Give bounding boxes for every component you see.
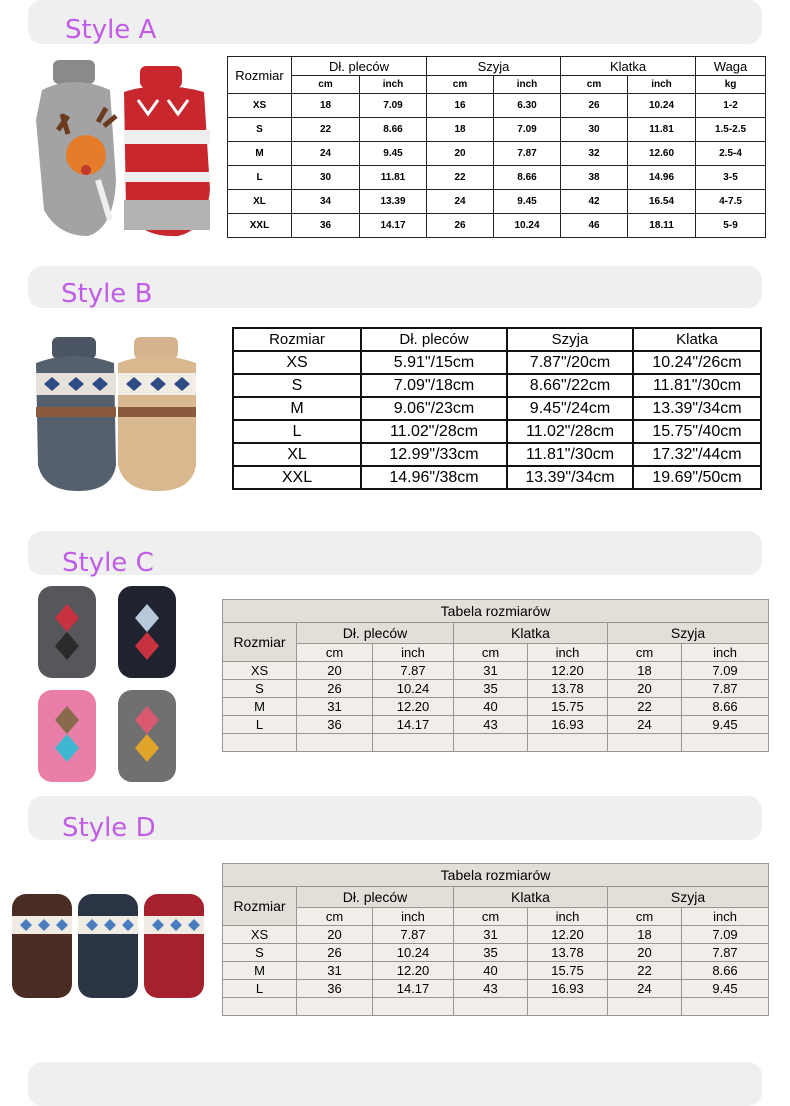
value-cell: 20 [297, 662, 373, 680]
unit-cell: inch [682, 644, 769, 662]
table-row [228, 118, 766, 142]
value-cell: 5.91"/15cm [361, 351, 507, 374]
value-cell: 46 [561, 214, 628, 238]
size-cell: M [228, 142, 292, 166]
value-cell: 13.78 [528, 944, 608, 962]
value-cell: 20 [608, 680, 682, 698]
table-caption: Tabela rozmiarów [223, 600, 769, 623]
style-c-title: Style C [62, 548, 154, 578]
value-cell: 10.24 [373, 680, 454, 698]
value-cell: 14.96 [628, 166, 696, 190]
unit-cell: cm [608, 644, 682, 662]
value-cell: 7.09"/18cm [361, 374, 507, 397]
table-row [233, 443, 761, 466]
value-cell: 11.81 [360, 166, 427, 190]
unit-cell: inch [360, 76, 427, 94]
value-cell: 7.09 [682, 662, 769, 680]
unit-cell: cm [454, 644, 528, 662]
table-row [233, 351, 761, 374]
unit-cell: cm [292, 76, 360, 94]
value-cell: 38 [561, 166, 628, 190]
value-cell: 14.17 [373, 716, 454, 734]
table-row [233, 397, 761, 420]
size-cell: XS [223, 662, 297, 680]
size-cell: XL [233, 443, 361, 466]
value-cell: 9.45 [494, 190, 561, 214]
value-cell: 8.66 [494, 166, 561, 190]
value-cell: 16 [427, 94, 494, 118]
header-back-length: Dł. pleców [297, 887, 454, 908]
style-c-sweater-image [32, 584, 182, 789]
header-size: Rozmiar [228, 57, 292, 94]
value-cell: 24 [608, 716, 682, 734]
value-cell: 42 [561, 190, 628, 214]
table-row [223, 716, 769, 734]
style-a-title: Style A [65, 15, 157, 45]
value-cell: 31 [297, 962, 373, 980]
style-d-title: Style D [62, 813, 156, 843]
value-cell: 35 [454, 944, 528, 962]
value-cell [297, 734, 373, 752]
table-row [228, 214, 766, 238]
value-cell: 18.11 [628, 214, 696, 238]
value-cell [682, 998, 769, 1016]
value-cell: 12.20 [373, 962, 454, 980]
value-cell: 7.87 [494, 142, 561, 166]
value-cell: 16.54 [628, 190, 696, 214]
size-cell: L [223, 980, 297, 998]
value-cell: 36 [297, 980, 373, 998]
size-cell: L [233, 420, 361, 443]
value-cell: 7.87 [373, 926, 454, 944]
value-cell: 15.75 [528, 962, 608, 980]
header-back-length: Dł. pleców [297, 623, 454, 644]
value-cell: 18 [608, 926, 682, 944]
value-cell: 7.09 [494, 118, 561, 142]
size-cell: M [233, 397, 361, 420]
value-cell: 36 [292, 214, 360, 238]
value-cell: 24 [292, 142, 360, 166]
value-cell: 30 [561, 118, 628, 142]
size-cell: S [223, 944, 297, 962]
value-cell: 40 [454, 962, 528, 980]
value-cell: 15.75"/40cm [633, 420, 761, 443]
table-row [223, 698, 769, 716]
table-row [223, 680, 769, 698]
bottom-band [28, 1062, 762, 1106]
size-cell: XL [228, 190, 292, 214]
unit-cell: inch [528, 644, 608, 662]
size-cell: L [223, 716, 297, 734]
size-cell: S [233, 374, 361, 397]
value-cell: 6.30 [494, 94, 561, 118]
style-d-sweater-image [8, 888, 208, 1003]
table-row [223, 734, 769, 752]
value-cell: 9.45 [682, 716, 769, 734]
value-cell: 12.60 [628, 142, 696, 166]
unit-cell: cm [297, 644, 373, 662]
style-b-size-table [232, 327, 762, 490]
value-cell: 10.24 [628, 94, 696, 118]
value-cell: 20 [297, 926, 373, 944]
header-chest: Klatka [454, 887, 608, 908]
size-cell: XS [233, 351, 361, 374]
header-size: Rozmiar [223, 887, 297, 926]
value-cell [608, 734, 682, 752]
unit-cell: inch [528, 908, 608, 926]
table-row [233, 466, 761, 489]
value-cell: 10.24 [494, 214, 561, 238]
table-row [228, 190, 766, 214]
value-cell: 12.99"/33cm [361, 443, 507, 466]
table-row [228, 166, 766, 190]
header-chest: Klatka [561, 57, 696, 76]
value-cell: 18 [608, 662, 682, 680]
value-cell [373, 734, 454, 752]
table-row [223, 962, 769, 980]
size-cell: S [228, 118, 292, 142]
size-cell: XS [223, 926, 297, 944]
value-cell: 13.39 [360, 190, 427, 214]
unit-cell: cm [454, 908, 528, 926]
value-cell: 11.81"/30cm [507, 443, 633, 466]
value-cell: 11.81 [628, 118, 696, 142]
value-cell: 24 [427, 190, 494, 214]
style-a-size-table [227, 56, 766, 238]
value-cell: 36 [297, 716, 373, 734]
style-b-sweater-image [30, 335, 200, 495]
header-size: Rozmiar [233, 328, 361, 351]
value-cell: 11.02"/28cm [361, 420, 507, 443]
unit-cell: cm [427, 76, 494, 94]
value-cell: 10.24"/26cm [633, 351, 761, 374]
value-cell: 17.32"/44cm [633, 443, 761, 466]
value-cell: 32 [561, 142, 628, 166]
unit-cell: kg [696, 76, 766, 94]
value-cell: 5-9 [696, 214, 766, 238]
value-cell: 8.66 [682, 698, 769, 716]
value-cell: 19.69"/50cm [633, 466, 761, 489]
header-back-length: Dł. pleców [361, 328, 507, 351]
value-cell: 16.93 [528, 980, 608, 998]
value-cell: 22 [608, 962, 682, 980]
unit-cell: inch [373, 644, 454, 662]
size-cell: XXL [228, 214, 292, 238]
value-cell: 14.96"/38cm [361, 466, 507, 489]
value-cell: 9.06"/23cm [361, 397, 507, 420]
header-size: Rozmiar [223, 623, 297, 662]
size-cell: XS [228, 94, 292, 118]
style-d-size-table [222, 863, 769, 1016]
value-cell: 14.17 [373, 980, 454, 998]
header-chest: Klatka [633, 328, 761, 351]
value-cell: 26 [561, 94, 628, 118]
value-cell: 40 [454, 698, 528, 716]
value-cell [454, 998, 528, 1016]
value-cell: 13.39"/34cm [633, 397, 761, 420]
value-cell: 12.20 [373, 698, 454, 716]
value-cell: 8.66 [682, 962, 769, 980]
size-cell: S [223, 680, 297, 698]
value-cell: 7.09 [360, 94, 427, 118]
value-cell: 1-2 [696, 94, 766, 118]
value-cell: 43 [454, 980, 528, 998]
value-cell: 14.17 [360, 214, 427, 238]
value-cell: 15.75 [528, 698, 608, 716]
table-row [223, 944, 769, 962]
table-row [223, 926, 769, 944]
value-cell: 16.93 [528, 716, 608, 734]
unit-cell: cm [608, 908, 682, 926]
value-cell: 22 [427, 166, 494, 190]
header-weight: Waga [696, 57, 766, 76]
unit-cell: inch [628, 76, 696, 94]
table-row [228, 142, 766, 166]
value-cell: 3-5 [696, 166, 766, 190]
value-cell [373, 998, 454, 1016]
value-cell: 31 [454, 662, 528, 680]
size-cell [223, 734, 297, 752]
value-cell: 7.87"/20cm [507, 351, 633, 374]
value-cell: 8.66"/22cm [507, 374, 633, 397]
value-cell: 9.45 [360, 142, 427, 166]
value-cell: 7.87 [682, 680, 769, 698]
unit-cell: inch [682, 908, 769, 926]
value-cell: 26 [427, 214, 494, 238]
value-cell: 18 [427, 118, 494, 142]
value-cell: 31 [454, 926, 528, 944]
header-neck: Szyja [608, 887, 769, 908]
value-cell: 12.20 [528, 662, 608, 680]
value-cell: 20 [608, 944, 682, 962]
table-caption: Tabela rozmiarów [223, 864, 769, 887]
value-cell: 10.24 [373, 944, 454, 962]
size-cell: XXL [233, 466, 361, 489]
value-cell: 22 [292, 118, 360, 142]
value-cell: 8.66 [360, 118, 427, 142]
value-cell: 4-7.5 [696, 190, 766, 214]
header-chest: Klatka [454, 623, 608, 644]
unit-cell: cm [297, 908, 373, 926]
style-b-title: Style B [61, 279, 153, 309]
size-cell: L [228, 166, 292, 190]
value-cell: 35 [454, 680, 528, 698]
value-cell [528, 734, 608, 752]
value-cell: 9.45 [682, 980, 769, 998]
header-neck: Szyja [608, 623, 769, 644]
table-row [223, 662, 769, 680]
table-row [233, 420, 761, 443]
size-cell: M [223, 698, 297, 716]
value-cell [682, 734, 769, 752]
table-row [223, 980, 769, 998]
value-cell: 20 [427, 142, 494, 166]
value-cell: 43 [454, 716, 528, 734]
value-cell: 12.20 [528, 926, 608, 944]
unit-cell: inch [373, 908, 454, 926]
value-cell [297, 998, 373, 1016]
value-cell: 11.02"/28cm [507, 420, 633, 443]
table-row [223, 998, 769, 1016]
value-cell: 1.5-2.5 [696, 118, 766, 142]
value-cell: 24 [608, 980, 682, 998]
value-cell: 7.09 [682, 926, 769, 944]
table-row [233, 374, 761, 397]
value-cell: 31 [297, 698, 373, 716]
value-cell: 22 [608, 698, 682, 716]
header-neck: Szyja [507, 328, 633, 351]
size-cell [223, 998, 297, 1016]
value-cell: 7.87 [373, 662, 454, 680]
value-cell: 34 [292, 190, 360, 214]
value-cell: 13.78 [528, 680, 608, 698]
value-cell: 18 [292, 94, 360, 118]
value-cell: 13.39"/34cm [507, 466, 633, 489]
value-cell [454, 734, 528, 752]
unit-cell: cm [561, 76, 628, 94]
value-cell: 9.45"/24cm [507, 397, 633, 420]
value-cell: 2.5-4 [696, 142, 766, 166]
style-a-sweater-image [28, 60, 218, 245]
table-row [228, 94, 766, 118]
value-cell: 26 [297, 944, 373, 962]
value-cell: 11.81"/30cm [633, 374, 761, 397]
style-c-size-table [222, 599, 769, 752]
value-cell [528, 998, 608, 1016]
value-cell [608, 998, 682, 1016]
unit-cell: inch [494, 76, 561, 94]
header-back-length: Dł. pleców [292, 57, 427, 76]
value-cell: 30 [292, 166, 360, 190]
size-cell: M [223, 962, 297, 980]
header-neck: Szyja [427, 57, 561, 76]
value-cell: 26 [297, 680, 373, 698]
value-cell: 7.87 [682, 944, 769, 962]
